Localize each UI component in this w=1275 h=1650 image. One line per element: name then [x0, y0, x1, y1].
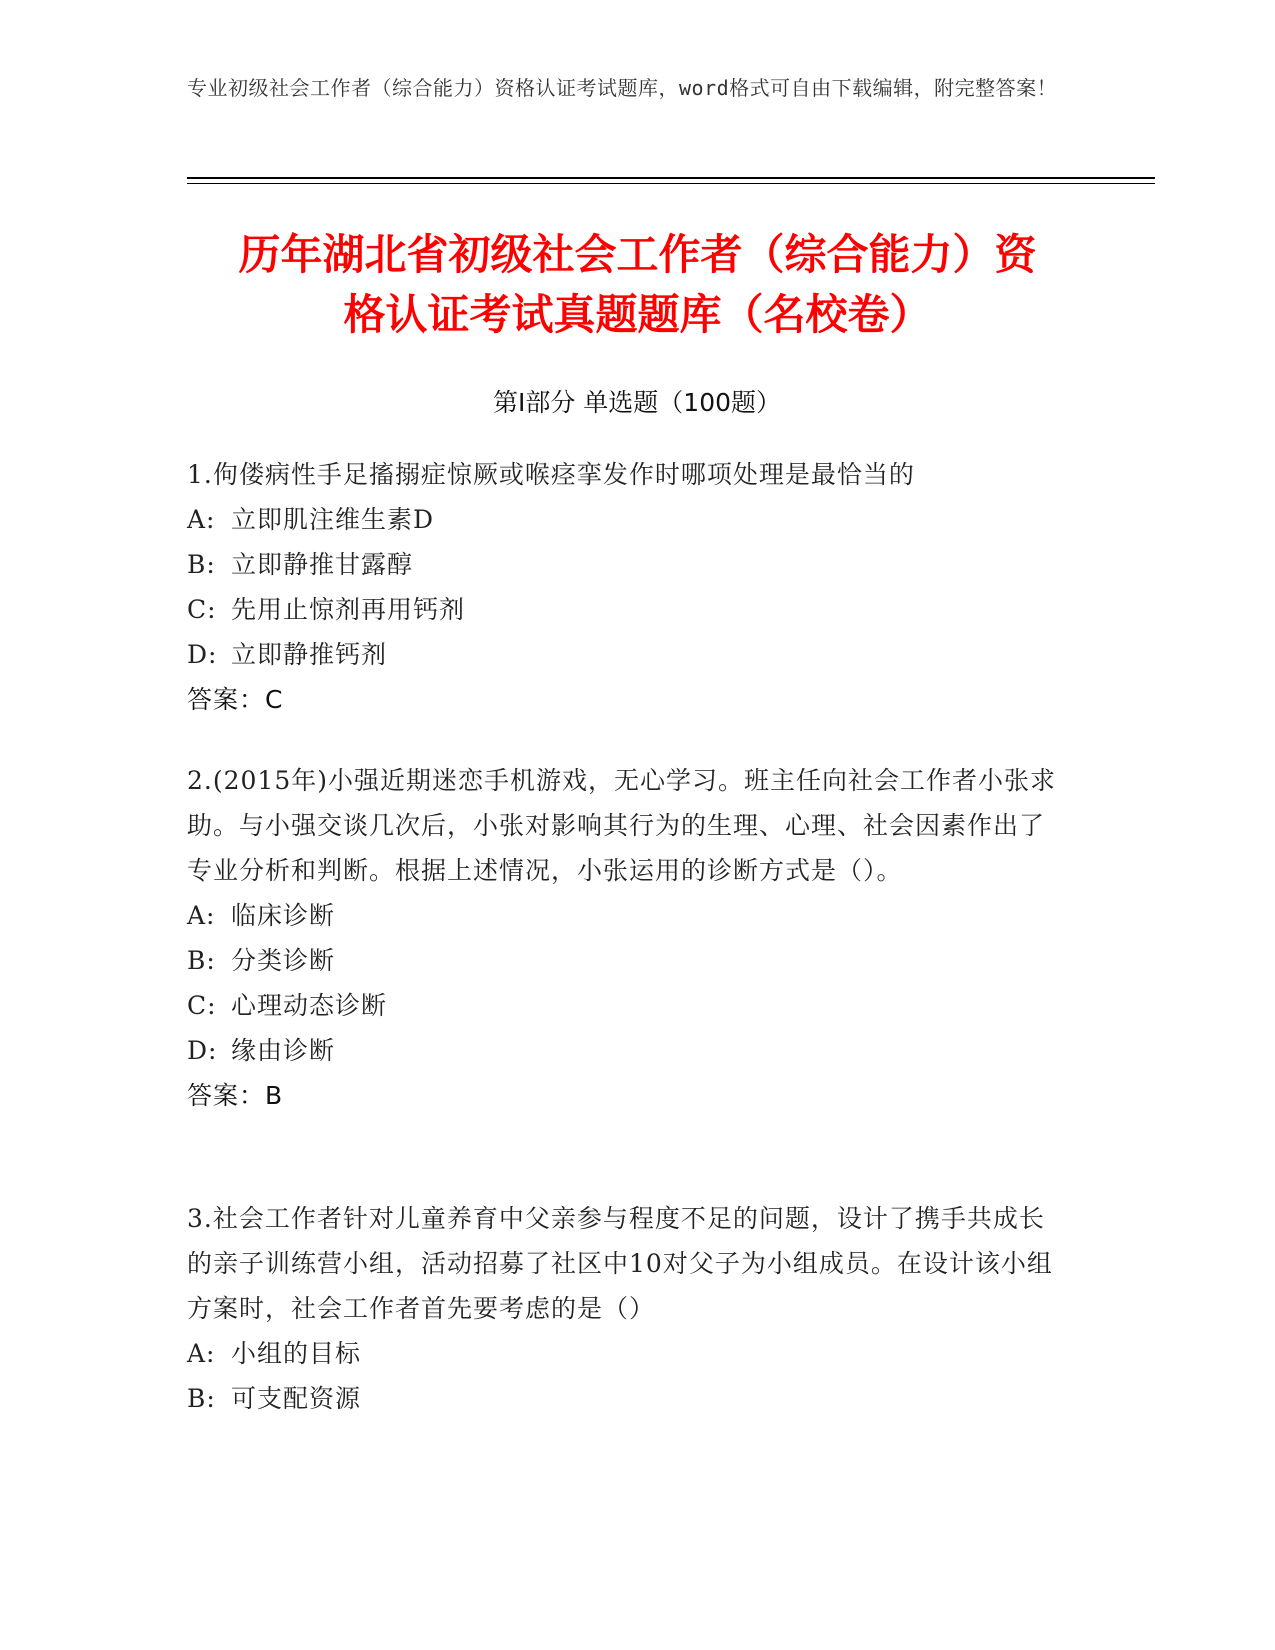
- option-letter: A:: [187, 901, 216, 930]
- option-d: [187, 632, 1067, 677]
- header-note: 专业初级社会工作者（综合能力）资格认证考试题库，word格式可自由下载编辑，附完整答案！: [187, 76, 1058, 100]
- question-1: [187, 452, 1067, 722]
- option-letter: D:: [187, 1036, 218, 1065]
- option-text: 立即静推甘露醇: [231, 550, 414, 579]
- option-letter: C:: [187, 991, 217, 1020]
- header-rule-thick: [187, 177, 1155, 179]
- option-text: 心理动态诊断: [231, 991, 388, 1020]
- question-stem: 3.社会工作者针对儿童养育中父亲参与程度不足的问题，设计了携手共成长的亲子训练营小组，活动招募了社区中10对父子为小组成员。在设计该小组方案时，社会工作者首先要考虑的是（）: [187, 1204, 1053, 1323]
- option-b: [187, 542, 1067, 587]
- option-letter: B:: [187, 550, 216, 579]
- option-letter: C:: [187, 595, 217, 624]
- question-3: [187, 1196, 1067, 1421]
- option-text: 分类诊断: [231, 946, 336, 975]
- answer: 答案：B: [187, 1081, 284, 1110]
- option-c: [187, 983, 1067, 1028]
- option-text: 可支配资源: [231, 1384, 362, 1413]
- question-stem: 1.佝偻病性手足搐搦症惊厥或喉痉挛发作时哪项处理是最恰当的: [187, 460, 915, 489]
- option-letter: B:: [187, 946, 216, 975]
- option-text: 先用止惊剂再用钙剂: [231, 595, 466, 624]
- option-letter: A:: [187, 1339, 216, 1368]
- title-line-1: 历年湖北省初级社会工作者（综合能力）资: [238, 230, 1037, 279]
- header-rule-thin: [187, 183, 1155, 184]
- option-a: [187, 893, 1067, 938]
- option-b: [187, 1376, 1067, 1421]
- question-2: [187, 758, 1067, 1118]
- option-a: [187, 1331, 1067, 1376]
- question-stem: 2.(2015年)小强近期迷恋手机游戏，无心学习。班主任向社会工作者小张求助。与小强交谈几次后，小张对影响其行为的生理、心理、社会因素作出了专业分析和判断。根据上述情况，小张运用的诊断方式是（）。: [187, 766, 1056, 885]
- option-letter: D:: [187, 640, 218, 669]
- option-a: [187, 497, 1067, 542]
- option-text: 立即静推钙剂: [231, 640, 388, 669]
- section-title: 第Ⅰ部分 单选题（100题）: [492, 388, 782, 417]
- document-title: [170, 225, 1105, 345]
- title-line-2: 格认证考试真题题库（名校卷）: [343, 290, 932, 339]
- option-text: 临床诊断: [231, 901, 336, 930]
- option-letter: A:: [187, 505, 216, 534]
- option-letter: B:: [187, 1384, 216, 1413]
- option-text: 小组的目标: [231, 1339, 362, 1368]
- option-d: [187, 1028, 1067, 1073]
- option-text: 缘由诊断: [231, 1036, 336, 1065]
- option-b: [187, 938, 1067, 983]
- option-c: [187, 587, 1067, 632]
- answer: 答案：C: [187, 685, 284, 714]
- option-text: 立即肌注维生素D: [231, 505, 435, 534]
